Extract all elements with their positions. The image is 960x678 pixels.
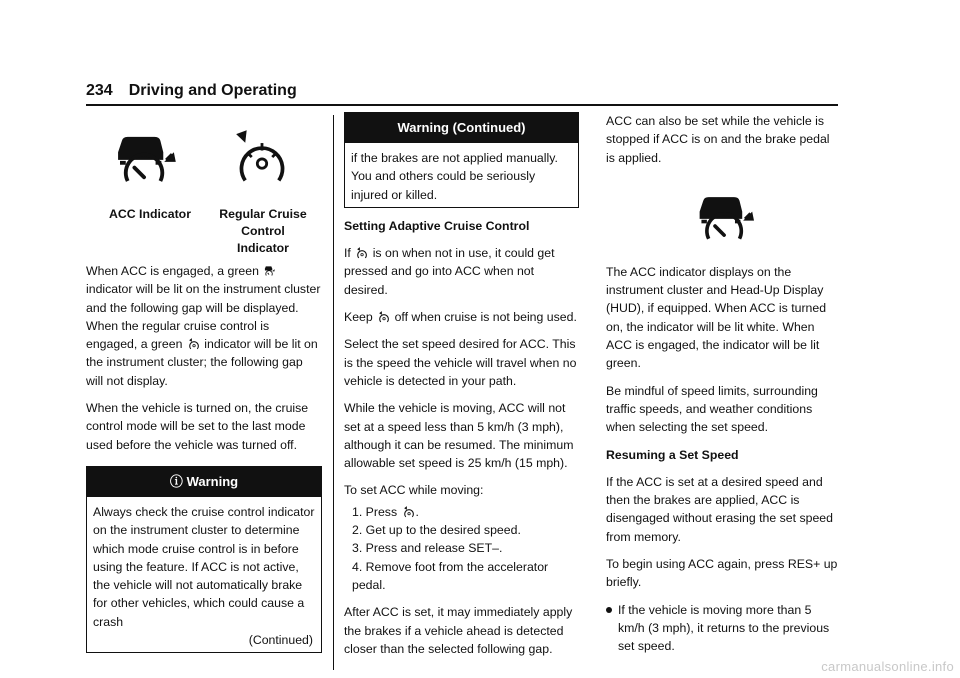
cruise-control-icon [403, 505, 414, 518]
acc-indicator-icon [696, 193, 754, 241]
warning-continued-header: Warning (Continued) [345, 113, 578, 143]
column-2 [344, 112, 579, 667]
step-1: 1. Press . [352, 504, 419, 519]
paragraph-mindful: Be mindful of speed limits, surrounding traffic speeds, and weather conditions when selecting the set speed. [606, 383, 818, 435]
step-4: 4. Remove foot from the accelerator pedal. [352, 559, 549, 592]
paragraph-acc-engaged: When ACC is engaged, a green indicator will be lit on the instrument cluster and the following gap will be displayed. When the regular cruise control is engaged, a green indicator will be lit on the instrument cluster; the following gap will not display. [86, 264, 321, 388]
cruise-control-indicator-icon [232, 130, 292, 186]
cruise-control-icon [378, 310, 389, 323]
cruise-control-icon [356, 246, 367, 259]
warning-icon: ⓘ [169, 473, 183, 489]
paragraph-to-set: To set ACC while moving: [344, 483, 484, 498]
resume-heading: Resuming a Set Speed [606, 447, 739, 462]
acc-indicator-icon [114, 133, 176, 183]
paragraph-select-speed: Select the set speed desired for ACC. This is the speed the vehicle will travel when no vehicle is detected in your path. [344, 337, 577, 388]
warning-box [86, 466, 322, 653]
paragraph-keep-off: Keep off when cruise is not being used. [344, 310, 577, 325]
acc-icon [264, 264, 275, 277]
column-1 [86, 262, 322, 653]
warning-text: Always check the cruise control indicator on the instrument cluster to determine which mode cruise control is in before using the feature. If ACC is not active, the vehicle will not automatically brake for other vehicles, which could cause a crash [93, 504, 315, 629]
steps-list [344, 503, 579, 594]
paragraph-resume: If the ACC is set at a desired speed and then the brakes are applied, ACC is disengaged without erasing the set speed from memory. [606, 474, 833, 544]
paragraph-after-set: After ACC is set, it may immediately apply the brakes if a vehicle ahead is detected closer than the selected following gap. [344, 605, 573, 656]
page-number: 234 [86, 82, 113, 99]
warning-header: ⓘ Warning [87, 467, 321, 497]
paragraph-res-plus: To begin using ACC again, press RES+ up briefly. [606, 557, 838, 590]
warning-continued-text: if the brakes are not applied manually. You and others could be seriously injured or killed. [351, 151, 558, 202]
column-3 [606, 112, 838, 656]
bullet-dot [606, 607, 612, 613]
regular-cruise-caption: Regular Cruise Control Indicator [219, 207, 307, 255]
cruise-control-icon [188, 337, 199, 350]
warning-continued-box [344, 112, 579, 208]
watermark: carmanualsonline.info [821, 659, 954, 674]
paragraph-indicator-display: The ACC indicator displays on the instrument cluster and Head-Up Display (HUD), if equipped. When ACC is turned on, the indicator will be lit white. When ACC is engaged, the indicator will be lit green. [606, 264, 827, 371]
header-divider [86, 104, 838, 106]
page-header [86, 82, 297, 100]
paragraph-set-stopped: ACC can also be set while the vehicle is stopped if ACC is on and the brake pedal is applied. [606, 114, 830, 165]
column-divider [333, 115, 334, 670]
step-3: 3. Press and release SET–. [352, 541, 503, 556]
setting-heading: Setting Adaptive Cruise Control [344, 218, 530, 233]
bullet-item: If the vehicle is moving more than 5 km/h (3 mph), it returns to the previous set speed. [606, 601, 838, 656]
step-2: 2. Get up to the desired speed. [352, 523, 521, 538]
acc-indicator-caption: ACC Indicator [109, 207, 191, 221]
paragraph-mode-memory: When the vehicle is turned on, the cruise control mode will be set to the last mode used before the vehicle was turned off. [86, 401, 309, 452]
paragraph-while-moving: While the vehicle is moving, ACC will not set at a speed less than 5 km/h (3 mph), although it can be resumed. The minimum allowable set speed is 25 km/h (15 mph). [344, 401, 574, 471]
section-title: Driving and Operating [128, 82, 297, 99]
paragraph-if-on: If is on when not in use, it could get pressed and go into ACC when not desired. [344, 246, 555, 297]
continued-label: (Continued) [248, 633, 313, 648]
